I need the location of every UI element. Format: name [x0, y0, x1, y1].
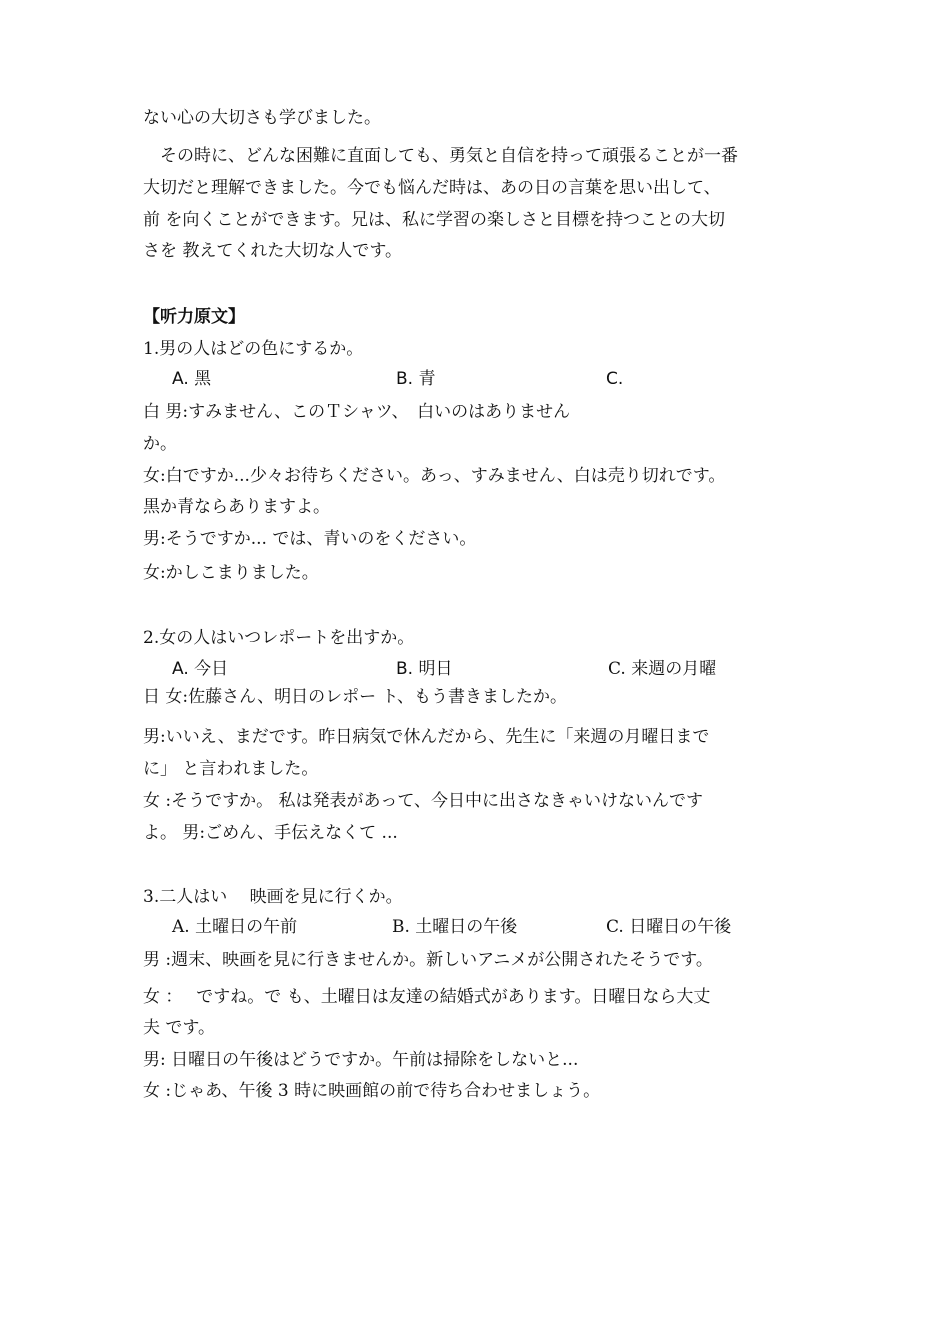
question-1-dialogue-6: 女:かしこまりました。	[143, 563, 319, 583]
question-1-prompt: 1.男の人はどの色にするか。	[143, 339, 364, 359]
question-1-dialogue-3: 女:白ですか...少々お待ちください。あっ、すみません、白は売り切れです。	[143, 466, 726, 486]
question-1-option-b: B. 青	[396, 369, 436, 389]
question-3-dialogue-4: 男: 日曜日の午後はどうですか。午前は掃除をしないと...	[143, 1050, 579, 1070]
question-3-prompt: 3.二人はい 映画を見に行くか。	[143, 887, 403, 907]
question-3-option-a: A. 土曜日の午前	[172, 917, 298, 937]
question-3-dialogue-3: 夫 です。	[143, 1018, 216, 1038]
question-1-dialogue-5: 男:そうですか... では、青いのをください。	[143, 529, 477, 549]
question-3-dialogue-2: 女 ： ですね。で も、土曜日は友達の結婚式があります。日曜日なら大丈	[143, 987, 711, 1007]
question-2-dialogue-5: よ。 男:ごめん、手伝えなくて ...	[143, 823, 398, 843]
intro-line-3: 大切だと理解できました。今でも悩んだ時は、あの日の言葉を思い出して、	[143, 178, 721, 198]
question-2-option-b: B. 明日	[396, 659, 453, 679]
question-2-dialogue-3: に」 と言われました。	[143, 759, 319, 779]
question-1-dialogue-1: 白 男:すみません、このＴシャツ、 白いのはありません	[143, 402, 571, 422]
question-1-option-c: C.	[606, 369, 624, 389]
intro-line-5: さを 教えてくれた大切な人です。	[143, 241, 403, 261]
question-2-prompt: 2.女の人はいつレポートを出すか。	[143, 628, 415, 648]
intro-line-1: ない心の大切さも学びました。	[143, 108, 381, 128]
question-3-option-c: C. 日曜日の午後	[606, 917, 732, 937]
question-2-dialogue-1: 日 女:佐藤さん、明日のレポー ト、もう書きましたか。	[143, 687, 568, 707]
question-3-option-b: B. 土曜日の午後	[392, 917, 518, 937]
question-1-option-a: A. 黑	[172, 369, 212, 389]
question-3-dialogue-1: 男 :週末、映画を見に行きませんか。新しいアニメが公開されたそうです。	[143, 950, 713, 970]
intro-line-4: 前 を向くことができます。兄は、私に学習の楽しさと目標を持つことの大切	[143, 210, 726, 230]
question-2-dialogue-4: 女 :そうですか。 私は発表があって、今日中に出さなきゃいけないんです	[143, 791, 704, 811]
question-2-option-c: C. 来週の月曜	[608, 659, 717, 679]
question-2-option-a: A. 今日	[172, 659, 229, 679]
intro-line-2: その時に、どんな困難に直面しても、勇気と自信を持って頑張ることが一番	[143, 146, 738, 166]
question-1-dialogue-2: か。	[143, 434, 177, 454]
question-3-dialogue-5: 女 :じゃあ、午後 3 時に映画館の前で待ち合わせましょう。	[143, 1081, 601, 1101]
question-1-dialogue-4: 黒か青ならありますよ。	[143, 497, 330, 517]
question-2-dialogue-2: 男:いいえ、まだです。昨日病気で休んだから、先生に「来週の月曜日まで	[143, 727, 710, 747]
section-heading: 【听力原文】	[143, 307, 245, 327]
